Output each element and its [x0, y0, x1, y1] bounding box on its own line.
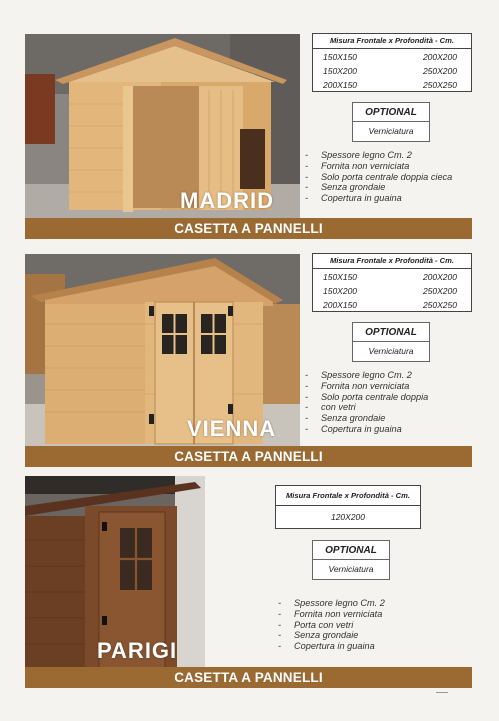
feature-item: - Senza grondaie — [305, 182, 452, 193]
size-table — [275, 485, 421, 529]
size-cell: 150X150 — [313, 269, 389, 284]
size-table — [312, 253, 472, 312]
feature-item: - Porta con vetri — [278, 620, 385, 631]
feature-item: - Spessore legno Cm. 2 — [305, 150, 452, 161]
optional-value: Verniciatura — [328, 564, 374, 574]
product-name: PARIGI — [97, 638, 178, 663]
optional-title: OPTIONAL — [313, 541, 389, 560]
size-cell: 250X200 — [389, 283, 472, 297]
optional-box — [352, 102, 430, 142]
feature-item: - Senza grondaie — [278, 630, 385, 641]
size-cell: 200X150 — [313, 77, 389, 92]
size-cell: 250X250 — [389, 77, 472, 92]
size-cell: 150X200 — [313, 63, 389, 77]
size-table-header: Misura Frontale x Profondità - Cm. — [313, 34, 472, 49]
size-cell: 200X150 — [313, 297, 389, 312]
optional-value: Verniciatura — [368, 126, 414, 136]
product-band: CASETTA A PANNELLI — [25, 446, 472, 467]
feature-item: - Spessore legno Cm. 2 — [278, 598, 385, 609]
size-cell: 200X200 — [389, 269, 472, 284]
size-table-header: Misura Frontale x Profondità - Cm. — [276, 486, 421, 506]
feature-item: - Solo porta centrale doppia — [305, 392, 428, 403]
size-cell: 150X200 — [313, 283, 389, 297]
optional-title: OPTIONAL — [353, 103, 429, 122]
optional-title: OPTIONAL — [353, 323, 429, 342]
feature-item: - Fornita non verniciata — [305, 381, 428, 392]
size-cell: 250X250 — [389, 297, 472, 312]
feature-item: - Spessore legno Cm. 2 — [305, 370, 428, 381]
page-divider — [436, 692, 448, 693]
feature-item: - Senza grondaie — [305, 413, 428, 424]
feature-item: - Fornita non verniciata — [305, 161, 452, 172]
product-name: VIENNA — [187, 416, 277, 441]
size-cell: 150X150 — [313, 49, 389, 64]
product-name: MADRID — [180, 188, 274, 213]
feature-list — [305, 370, 428, 435]
size-table — [312, 33, 472, 92]
size-table-header: Misura Frontale x Profondità - Cm. — [313, 254, 472, 269]
feature-item: - con vetri — [305, 402, 428, 413]
size-cell: 250X200 — [389, 63, 472, 77]
product-band: CASETTA A PANNELLI — [25, 667, 472, 688]
optional-box — [312, 540, 390, 580]
feature-item: - Solo porta centrale doppia cieca — [305, 172, 452, 183]
feature-list — [278, 598, 385, 652]
size-cell: 200X200 — [389, 49, 472, 64]
optional-box — [352, 322, 430, 362]
feature-item: - Fornita non verniciata — [278, 609, 385, 620]
size-cell: 120X200 — [276, 506, 421, 529]
feature-list — [305, 150, 452, 204]
optional-value: Verniciatura — [368, 346, 414, 356]
feature-item: - Copertura in guaina — [305, 424, 428, 435]
feature-item: - Copertura in guaina — [305, 193, 452, 204]
feature-item: - Copertura in guaina — [278, 641, 385, 652]
product-band: CASETTA A PANNELLI — [25, 218, 472, 239]
